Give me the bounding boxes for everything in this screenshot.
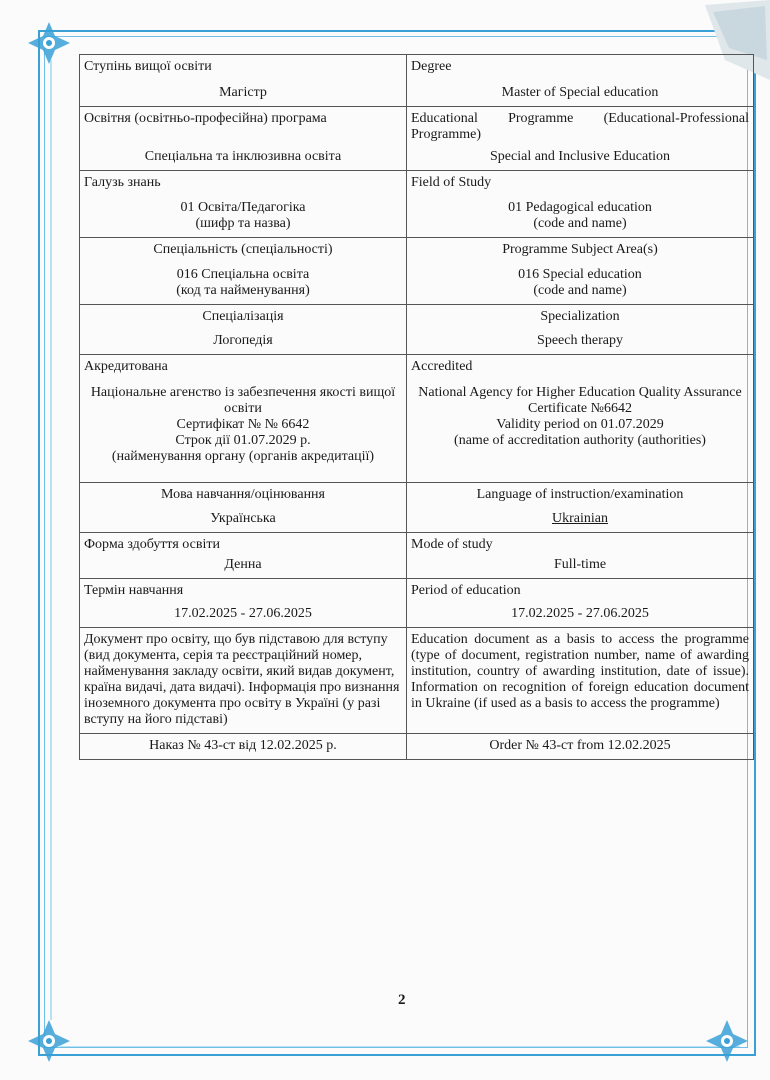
field-label: Education document as a basis to access the programme (type of document, registration number, name of awarding institution, country of awarding institution, date of issue). Information on recognition of foreign education document in Ukraine (if used as a basis to access the programme) (411, 632, 749, 711)
table-cell (80, 483, 407, 533)
field-label: Спеціалізація (202, 309, 284, 324)
table-cell (80, 579, 407, 628)
field-value: 016 Спеціальна освіта (176, 267, 310, 282)
field-value: Speech therapy (537, 333, 623, 348)
table-cell (80, 305, 407, 355)
field-value: Special and Inclusive Education (490, 149, 670, 164)
field-label: Degree (411, 59, 452, 74)
table-cell (407, 238, 754, 305)
table-row (80, 579, 754, 628)
field-value: Денна (224, 557, 262, 572)
field-value: 17.02.2025 - 27.06.2025 (174, 606, 312, 621)
field-label: Specialization (540, 309, 620, 324)
field-note: (name of accreditation authority (authorities) (454, 433, 706, 448)
field-value: 17.02.2025 - 27.06.2025 (511, 606, 649, 621)
field-value: 01 Pedagogical education (508, 200, 652, 215)
field-label: Документ про освіту, що був підставою для вступу (вид документа, серія та реєстраційний номер, найменування закладу освіти, який видав документ, країна видачі, дата видачі). Інформація про визнання іноземного документа про освіту в Україні (у разі вступу на його підставі) (84, 632, 400, 727)
table-row (80, 238, 754, 305)
field-value: 01 Освіта/Педагогіка (180, 200, 306, 215)
accreditation-agency: National Agency for Higher Education Quality Assurance (418, 385, 742, 400)
table-cell (407, 734, 754, 760)
corner-ornament-icon (24, 1016, 74, 1066)
border-line-left (50, 60, 52, 1020)
field-value: Магістр (219, 85, 267, 100)
field-value: Українська (210, 511, 276, 526)
field-label: Accredited (411, 359, 473, 374)
field-label: Термін навчання (84, 583, 184, 598)
field-label: Period of education (411, 583, 521, 598)
border-line-bottom (60, 1046, 740, 1047)
field-label: Language of instruction/examination (476, 487, 684, 502)
table-cell (407, 628, 754, 734)
table-row (80, 734, 754, 760)
table-cell (407, 355, 754, 483)
corner-ornament-icon (702, 1016, 752, 1066)
table-row (80, 483, 754, 533)
field-value: Full-time (553, 557, 607, 572)
field-value: Логопедія (213, 333, 273, 348)
field-note: (найменування органу (органів акредитації) (111, 449, 375, 464)
field-label: Mode of study (411, 537, 493, 552)
table-row (80, 628, 754, 734)
table-cell (407, 579, 754, 628)
table-cell (407, 533, 754, 579)
field-label: Field of Study (411, 175, 492, 190)
table-row (80, 171, 754, 238)
order-reference: Наказ № 43-ст від 12.02.2025 р. (149, 738, 337, 753)
table-cell (80, 55, 407, 107)
table-row (80, 533, 754, 579)
table-cell (80, 171, 407, 238)
field-label: Programme Subject Area(s) (502, 242, 658, 257)
table-row (80, 55, 754, 107)
field-value: Ukrainian (552, 511, 608, 526)
field-note: (код та найменування) (176, 283, 310, 298)
table-cell (80, 107, 407, 171)
validity-period: Validity period on 01.07.2029 (496, 417, 664, 432)
table-cell (407, 55, 754, 107)
field-note: (шифр та назва) (195, 216, 291, 231)
field-value: Master of Special education (501, 85, 659, 100)
table-cell (80, 238, 407, 305)
field-value: Спеціальна та інклюзивна освіта (144, 149, 342, 164)
validity-period: Строк дії 01.07.2029 р. (175, 433, 311, 448)
field-label: Форма здобуття освіти (84, 537, 220, 552)
field-label: Акредитована (84, 359, 168, 374)
field-label: Мова навчання/оцінювання (161, 487, 325, 502)
field-note: (code and name) (533, 283, 627, 298)
accreditation-agency: Національне агенство із забезпечення якості вищої освіти (90, 385, 396, 416)
table-row (80, 355, 754, 483)
table-cell (407, 305, 754, 355)
table-cell (80, 533, 407, 579)
table-cell (80, 355, 407, 483)
table-cell (80, 628, 407, 734)
certificate-number: Certificate №6642 (528, 401, 632, 416)
order-reference: Order № 43-ст from 12.02.2025 (489, 738, 671, 753)
certificate-number: Сертифікат № № 6642 (176, 417, 310, 432)
table-row (80, 305, 754, 355)
field-value: 016 Special education (518, 267, 642, 282)
table-cell (80, 734, 407, 760)
field-label: Галузь знань (84, 175, 161, 190)
field-label: Освітня (освітньо-професійна) програма (84, 111, 327, 126)
field-note: (code and name) (533, 216, 627, 231)
table-row (80, 107, 754, 171)
field-label: Спеціальність (спеціальності) (153, 242, 333, 257)
field-label: Ступінь вищої освіти (84, 59, 212, 74)
qualification-table (79, 54, 754, 760)
field-label: Educational Programme (Educational-Professional Programme) (411, 111, 749, 142)
corner-ornament-icon (24, 18, 74, 68)
table-cell (407, 483, 754, 533)
table-cell (407, 107, 754, 171)
table-cell (407, 171, 754, 238)
page-number: 2 (398, 992, 406, 1008)
